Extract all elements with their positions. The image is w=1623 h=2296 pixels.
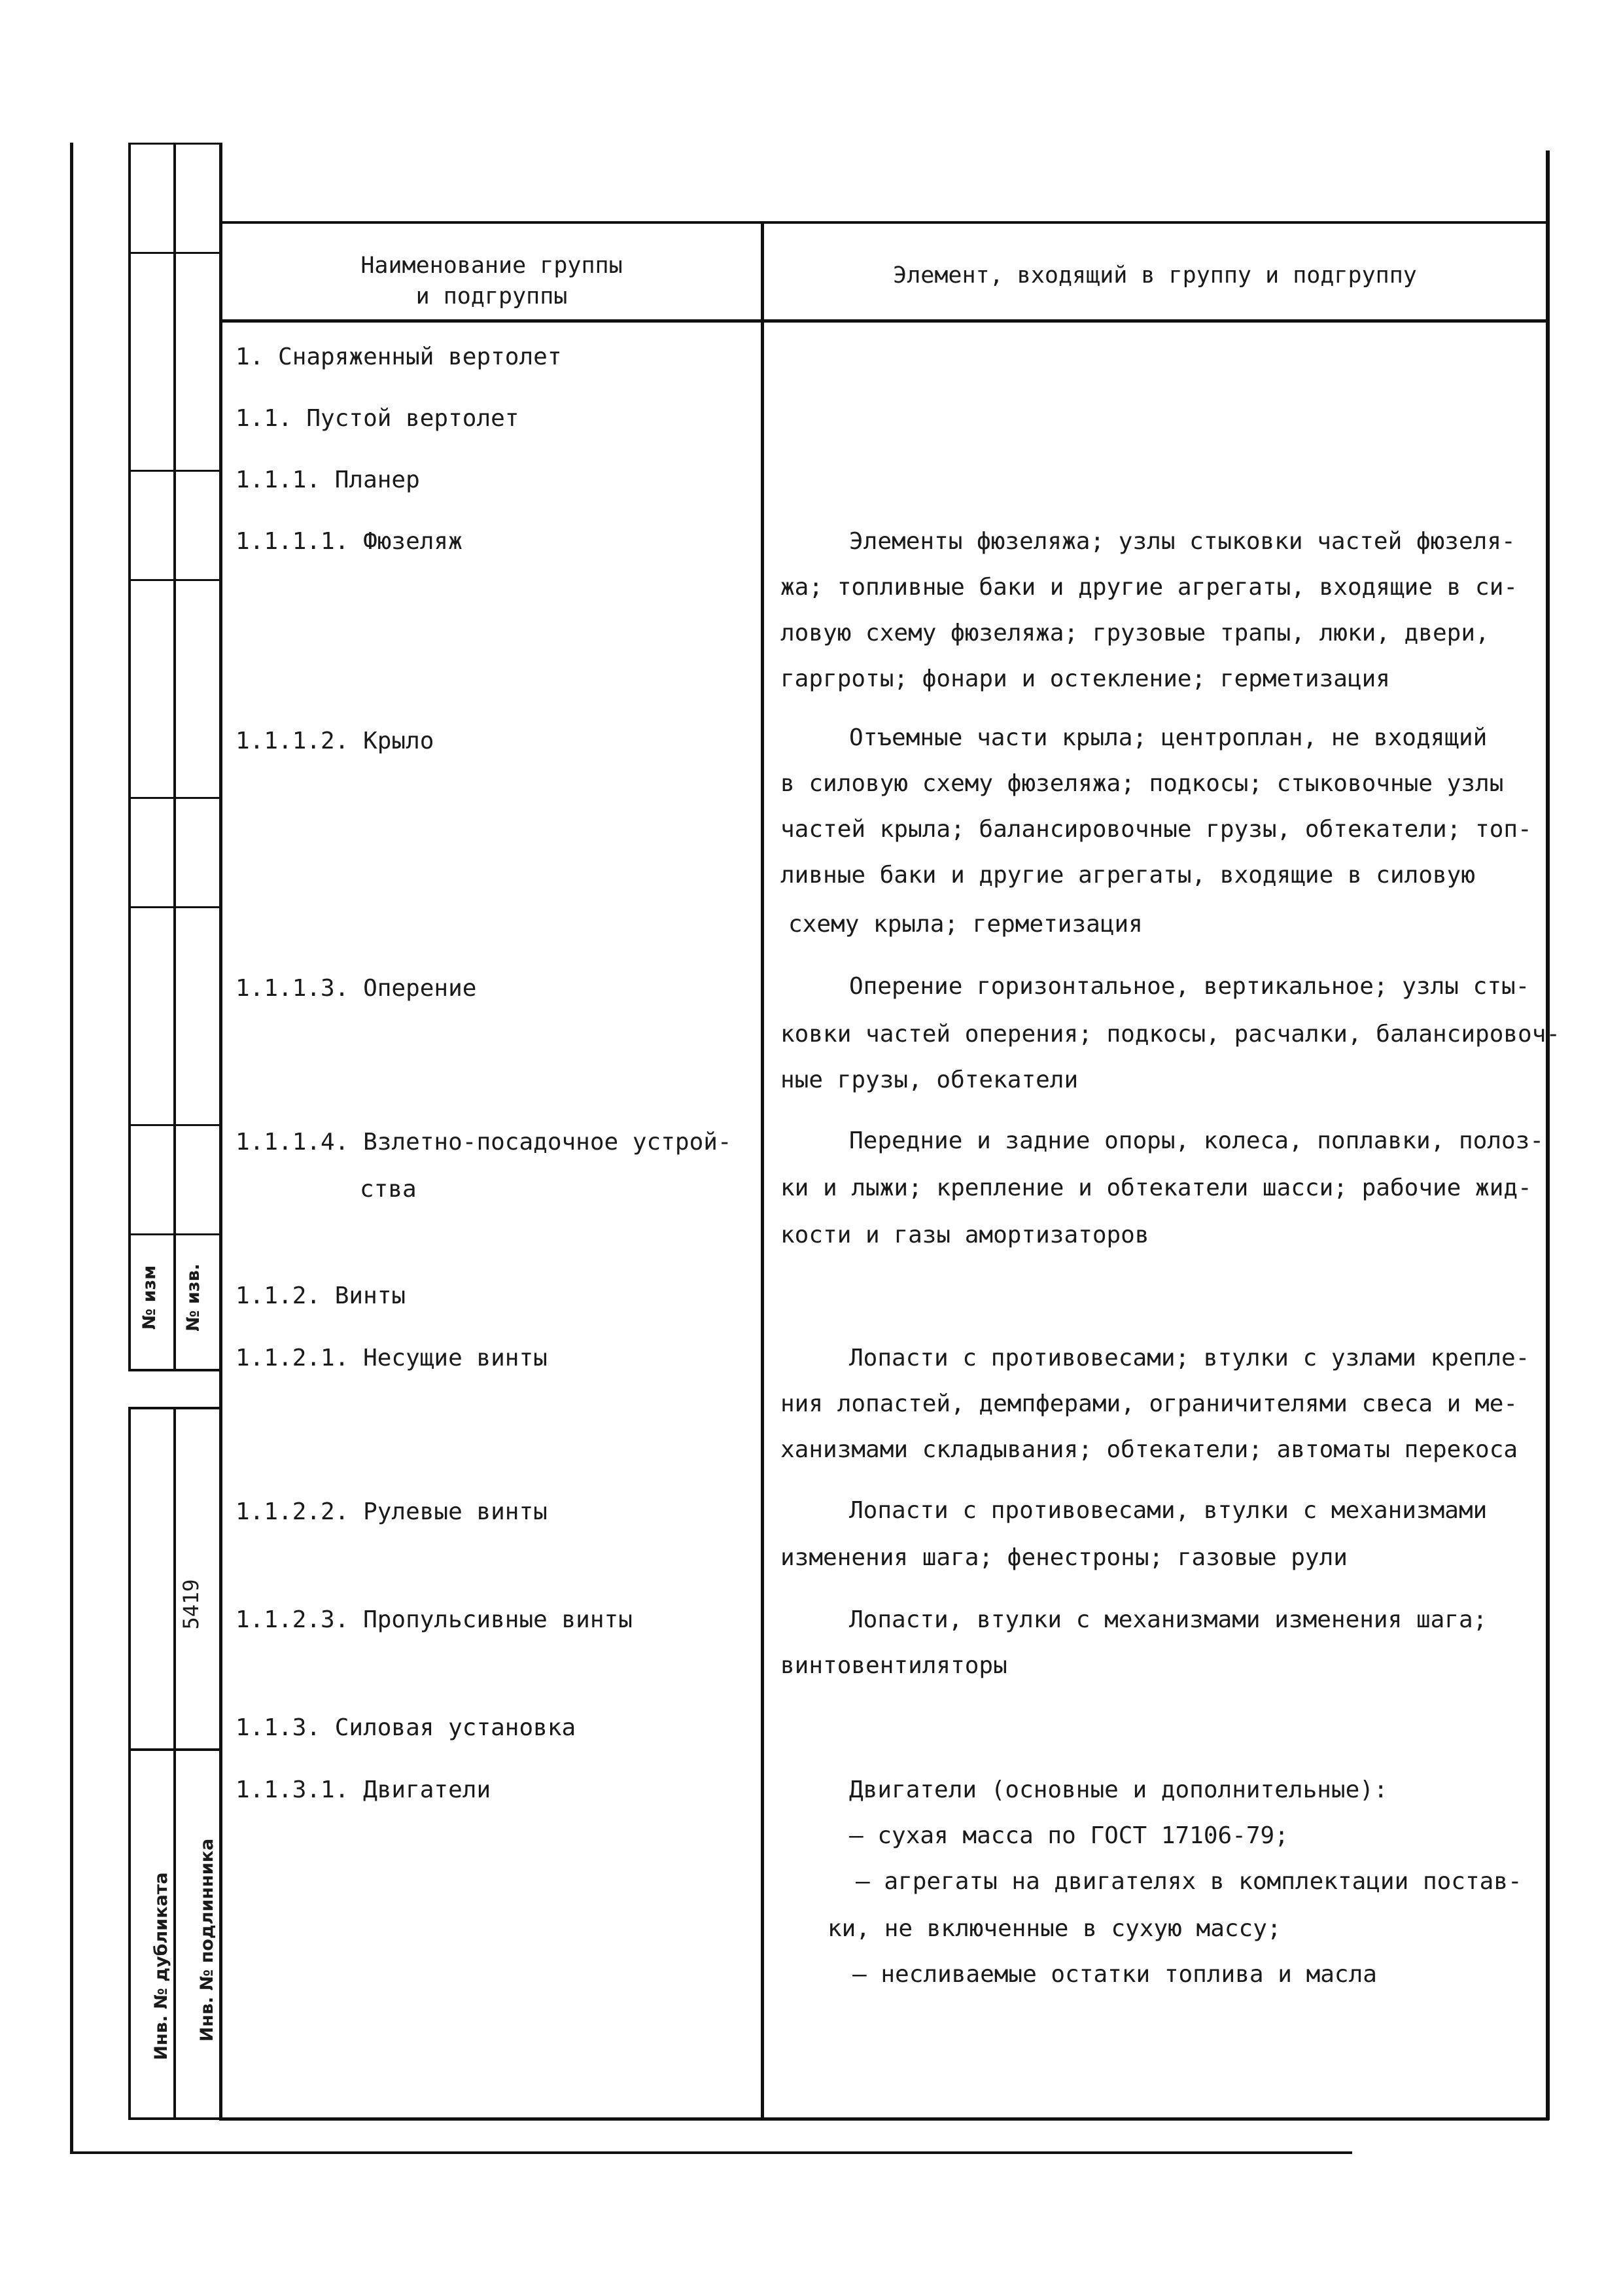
row-name: 1.1.1.3. Оперение: [236, 975, 477, 1002]
bottom-dash-2: [1318, 2151, 1350, 2154]
margin-label-inv-dublikata: Инв. № дубликата: [151, 1872, 171, 2060]
row-desc: винтовентиляторы: [780, 1652, 1007, 1679]
row-desc: изменения шага; фенестроны; газовые рули: [780, 1544, 1348, 1571]
row-desc: ки и лыжи; крепление и обтекатели шасси; рабочие жид-: [780, 1174, 1532, 1201]
table-column-divider: [761, 221, 764, 2120]
margin-tick: [128, 143, 222, 145]
row-desc: Двигатели (основные и дополнительные):: [849, 1776, 1388, 1803]
bottom-dash-1: [1276, 2151, 1308, 2154]
row-desc: ния лопастей, демпферами, ограничителями свеса и ме-: [780, 1390, 1518, 1417]
bottom-outer-line: [70, 2151, 1352, 2154]
margin-split-line: [128, 1369, 222, 1371]
margin-label-no-izm: № изм: [139, 1265, 160, 1330]
margin-tick: [128, 470, 222, 472]
row-name: 1.1.2.1. Несущие винты: [236, 1345, 548, 1371]
row-desc: ки, не включенные в сухую массу;: [828, 1915, 1282, 1942]
header-col2: Элемент, входящий в группу и подгруппу: [893, 262, 1417, 289]
row-name: 1.1.3. Силовая установка: [236, 1714, 576, 1741]
margin-line-b: [173, 143, 176, 1371]
header-col1-line2: и подгруппы: [415, 283, 568, 309]
row-name: 1. Снаряженный вертолет: [236, 344, 562, 370]
row-name: 1.1.2.2. Рулевые винты: [236, 1498, 548, 1525]
margin-tick: [128, 1124, 222, 1126]
row-desc: Передние и задние опоры, колеса, поплавки, полоз-: [849, 1127, 1544, 1154]
table-left-border: [219, 143, 222, 2120]
margin-split-line-3: [128, 1748, 222, 1751]
row-desc: – агрегаты на двигателях в комплектации постав-: [856, 1868, 1522, 1895]
margin-tick: [128, 797, 222, 799]
row-desc: Отъемные части крыла; центроплан, не входящий: [849, 724, 1488, 751]
row-desc: кости и газы амортизаторов: [780, 1222, 1149, 1248]
row-name: 1.1.2.3. Пропульсивные винты: [236, 1606, 633, 1633]
row-name: ства: [360, 1176, 417, 1203]
row-name: 1.1.1.4. Взлетно-посадочное устрой-: [236, 1129, 732, 1156]
margin-tick: [128, 1233, 222, 1235]
row-name: 1.1.1. Планер: [236, 467, 420, 493]
margin-line-b-lower: [173, 1407, 176, 2120]
row-desc: Элементы фюзеляжа; узлы стыковки частей фюзеля-: [849, 528, 1516, 555]
row-desc: в силовую схему фюзеляжа; подкосы; стыковочные узлы: [780, 770, 1504, 797]
row-desc: – сухая масса по ГОСТ 17106-79;: [849, 1822, 1289, 1849]
header-col1-line1: Наименование группы: [360, 253, 623, 279]
row-desc: Лопасти с противовесами, втулки с механизмами: [849, 1497, 1488, 1524]
row-desc: Оперение горизонтальное, вертикальное; узлы сты-: [849, 973, 1530, 1000]
margin-line-a: [128, 143, 131, 1371]
row-desc: гаргроты; фонари и остекление; герметизация: [780, 665, 1390, 692]
row-desc: Лопасти с противовесами; втулки с узлами крепле-: [849, 1345, 1530, 1371]
row-name: 1.1.3.1. Двигатели: [236, 1776, 491, 1803]
margin-tick: [128, 906, 222, 908]
margin-tick: [128, 579, 222, 581]
row-name: 1.1. Пустой вертолет: [236, 405, 519, 432]
margin-label-inv-podlinnika: Инв. № подлинника: [197, 1838, 217, 2042]
margin-line-a-lower: [128, 1407, 131, 2120]
row-name: 1.1.1.2. Крыло: [236, 728, 434, 754]
margin-tick: [128, 252, 222, 254]
row-desc: ные грузы, обтекатели: [780, 1067, 1079, 1093]
row-desc: частей крыла; балансировочные грузы, обтекатели; топ-: [780, 816, 1532, 843]
table-bottom-border: [219, 2117, 1549, 2121]
table-header-bottom: [219, 319, 1549, 323]
margin-label-no-izv: № изв.: [183, 1263, 203, 1332]
row-name: 1.1.1.1. Фюзеляж: [236, 528, 462, 555]
table-header-top: [219, 221, 1549, 224]
margin-split-line-2: [128, 1407, 222, 1409]
row-name: 1.1.2. Винты: [236, 1282, 406, 1309]
row-desc: Лопасти, втулки с механизмами изменения шага;: [849, 1606, 1488, 1633]
row-desc: ханизмами складывания; обтекатели; автоматы перекоса: [780, 1436, 1518, 1463]
left-outer-border: [70, 143, 73, 2154]
row-desc: схему крыла; герметизация: [788, 911, 1143, 938]
row-desc: жа; топливные баки и другие агрегаты, входящие в си-: [780, 574, 1518, 601]
table-right-border: [1546, 150, 1550, 2120]
row-desc: ловую схему фюзеляжа; грузовые трапы, люки, двери,: [780, 620, 1490, 646]
margin-bottom-line: [128, 2117, 222, 2120]
row-desc: ливные баки и другие агрегаты, входящие в силовую: [780, 862, 1476, 889]
margin-inventory-number: 5419: [179, 1579, 203, 1630]
row-desc: – несливаемые остатки топлива и масла: [852, 1961, 1377, 1988]
row-desc: ковки частей оперения; подкосы, расчалки, балансировоч-: [780, 1021, 1561, 1048]
